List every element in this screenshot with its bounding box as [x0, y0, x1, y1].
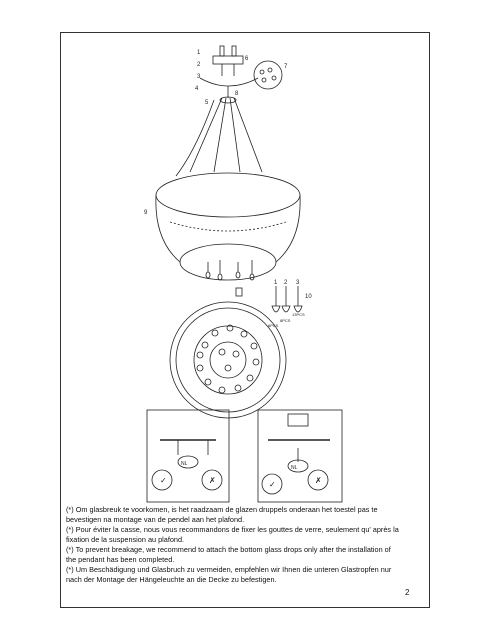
callout-1: 1 — [197, 50, 201, 56]
cross-left: ✗ — [209, 476, 216, 485]
drop-code-2: 8PCS — [280, 318, 291, 323]
drop-types — [272, 286, 302, 312]
check-right: ✓ — [269, 480, 276, 489]
drop-label-3: 3 — [296, 280, 300, 286]
detail-panel-left — [147, 410, 229, 502]
page-number: 2 — [405, 588, 410, 597]
drop-label-2: 2 — [284, 280, 288, 286]
check-left: ✓ — [160, 476, 167, 485]
callout-6: 6 — [245, 56, 249, 62]
note-french: (*) Pour éviter la casse, nous vous recommandons de fixer les gouttes de verre, seulement qu' après la fixation de la suspension au plafond. — [66, 525, 399, 544]
callout-8: 8 — [235, 91, 239, 97]
glass-shade — [156, 173, 300, 280]
drop-label-1: 1 — [274, 280, 278, 286]
callout-9: 9 — [144, 210, 148, 216]
callout-4: 4 — [195, 86, 199, 92]
ceiling-mount-parts — [200, 46, 282, 103]
badge-nl-left: NL — [181, 461, 188, 467]
cross-right: ✗ — [315, 476, 322, 485]
hanging-drops — [206, 260, 254, 296]
badge-nl-right: NL — [291, 465, 298, 471]
callout-7: 7 — [284, 64, 288, 70]
note-german: (*) Um Beschädigung und Glasbruch zu vermeiden, empfehlen wir Ihnen die unteren Glastropfen nur nach der Montage der Hängeleuchte an die Decke zu befestigen. — [66, 565, 392, 584]
drop-code-3: 6PCS — [268, 323, 279, 328]
bottom-view — [170, 302, 286, 418]
note-english: (*) To prevent breakage, we recommend to attach the bottom glass drops only after the installation of the pendant has been completed. — [66, 545, 391, 564]
callout-10: 10 — [305, 294, 312, 300]
note-dutch: (*) Om glasbreuk te voorkomen, is het raadzaam de glazen druppels onderaan het toestel pas te bevestigen na montage van de pendel aan het plafond. — [66, 505, 378, 524]
callout-3: 3 — [197, 74, 201, 80]
callout-5: 5 — [205, 100, 209, 106]
suspension-wires — [176, 98, 262, 176]
drop-code-1: 13PCS — [292, 312, 305, 317]
callout-2: 2 — [197, 62, 201, 68]
